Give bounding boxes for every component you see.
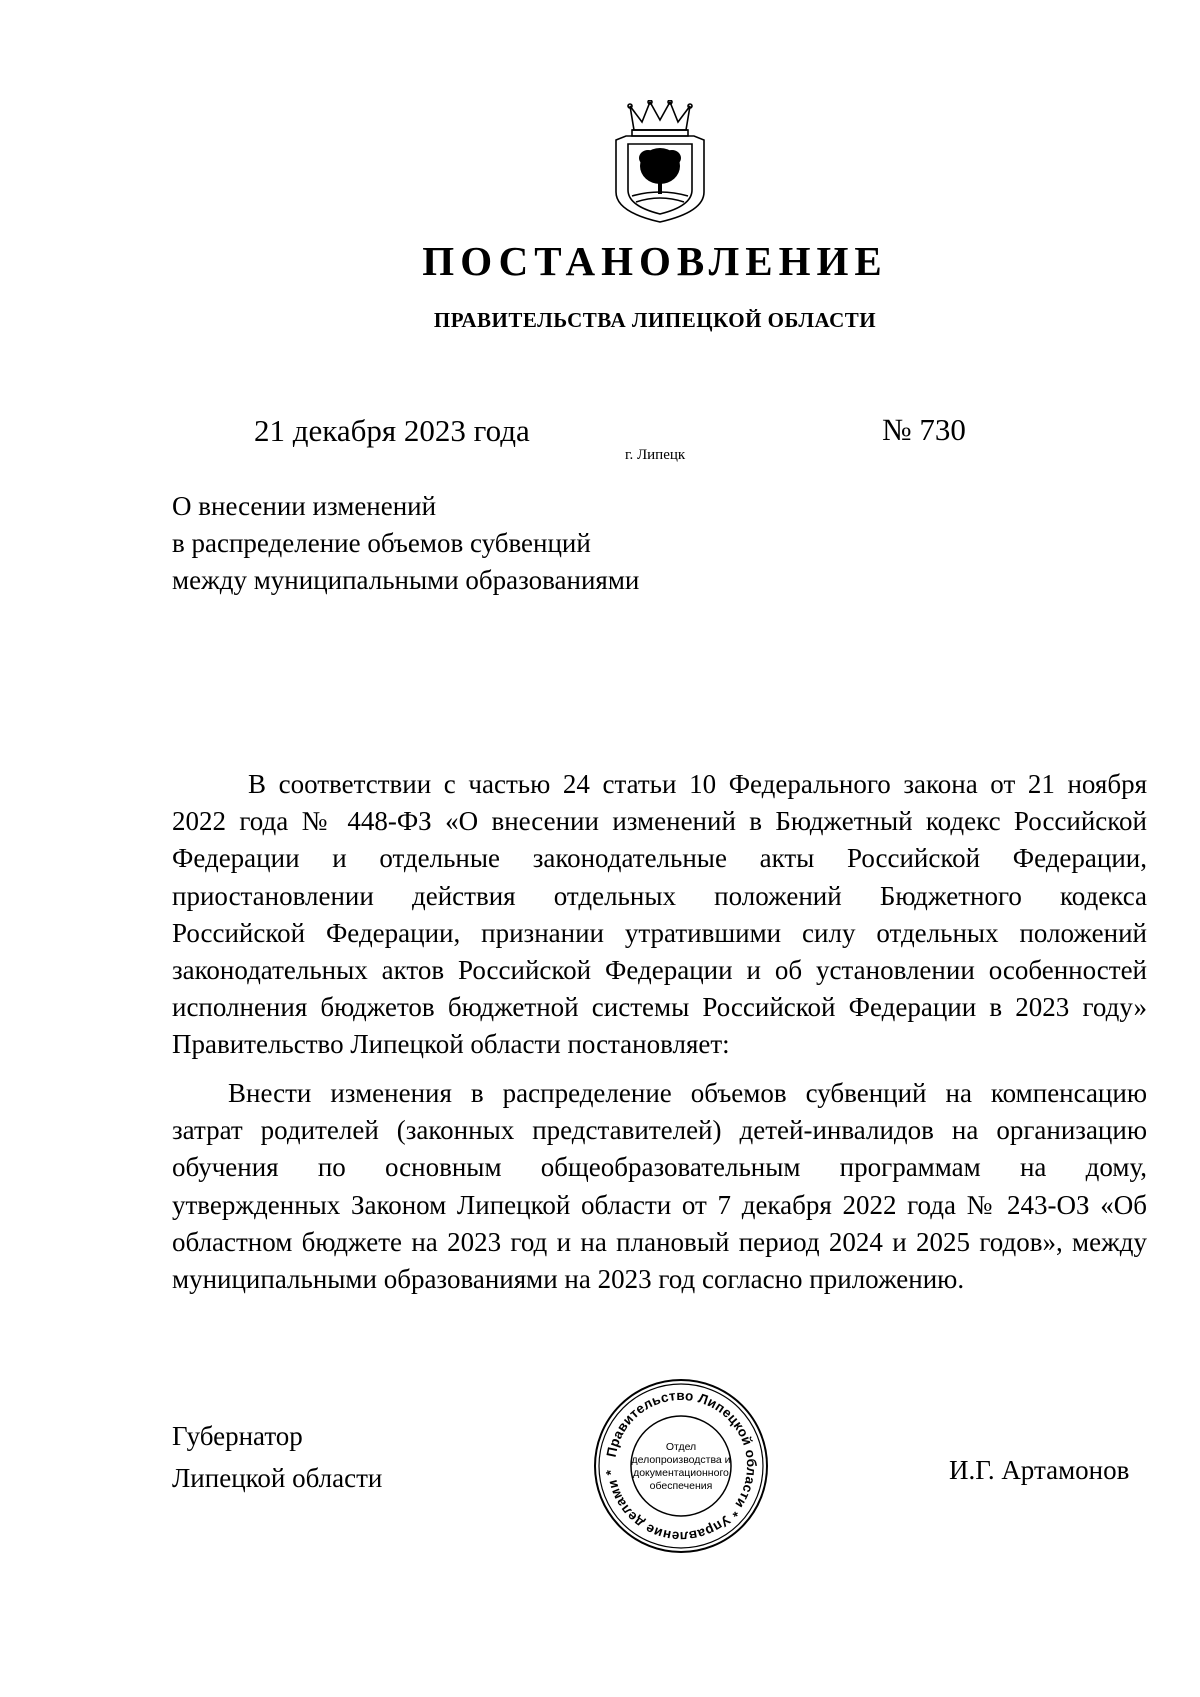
coat-of-arms-icon xyxy=(612,100,708,226)
signatory-position-line: Губернатор xyxy=(172,1421,303,1451)
paragraph-line: Российской Федерации, признании утратившими силу отдельных положений xyxy=(172,917,1147,948)
document-city: г. Липецк xyxy=(625,447,686,463)
signatory-position-line: Липецкой области xyxy=(172,1463,383,1493)
svg-text:Отдел: Отдел xyxy=(665,1441,697,1453)
document-date: 21 декабря 2023 года xyxy=(254,413,530,448)
svg-text:Правительство Липецкой области: Правительство Липецкой области * Управление делами * xyxy=(603,1387,760,1545)
paragraph-line: обучения по основным общеобразовательным программам на дому, xyxy=(172,1152,1147,1183)
official-stamp xyxy=(592,1377,770,1555)
paragraph-line: утвержденных Законом Липецкой области от 7 декабря 2022 года № 243-ОЗ «Об xyxy=(172,1189,1147,1220)
document-heading xyxy=(172,488,639,599)
paragraph-line: областном бюджете на 2023 год и на плановый период 2024 и 2025 годов», между xyxy=(172,1226,1147,1257)
heading-line: О внесении изменений xyxy=(172,491,437,521)
paragraph-line: Внести изменения в распределение объемов субвенций на компенсацию xyxy=(228,1078,1147,1108)
signatory-position xyxy=(172,1415,382,1499)
document-subtitle: ПРАВИТЕЛЬСТВА ЛИПЕЦКОЙ ОБЛАСТИ xyxy=(433,308,877,332)
paragraph-line: Федерации и отдельные законодательные акты Российской Федерации, xyxy=(172,843,1147,874)
document-number: № 730 xyxy=(882,412,966,447)
svg-text:документационного: документационного xyxy=(633,1467,729,1479)
paragraph-line: исполнения бюджетов бюджетной системы Российской Федерации в 2023 году» xyxy=(172,992,1147,1023)
svg-text:обеспечения: обеспечения xyxy=(649,1480,713,1492)
decision-paragraph xyxy=(172,1075,1147,1298)
signatory-name: И.Г. Артамонов xyxy=(949,1455,1130,1485)
paragraph-line: приостановлении действия отдельных положений Бюджетного кодекса xyxy=(172,880,1147,911)
paragraph-line: В соответствии с частью 24 статьи 10 Федерального закона от 21 ноября xyxy=(248,769,1147,799)
paragraph-line: Правительство Липецкой области постановляет: xyxy=(172,1029,730,1060)
heading-line: в распределение объемов субвенций xyxy=(172,528,591,558)
document-title: ПОСТАНОВЛЕНИЕ xyxy=(422,238,888,284)
paragraph-line: законодательных актов Российской Федерации и об установлении особенностей xyxy=(172,955,1147,986)
heading-line: между муниципальными образованиями xyxy=(172,565,640,595)
paragraph-line: 2022 года № 448-ФЗ «О внесении изменений в Бюджетный кодекс Российской xyxy=(172,806,1147,837)
paragraph-line: затрат родителей (законных представителей) детей-инвалидов на организацию xyxy=(172,1115,1147,1146)
svg-text:делопроизводства и: делопроизводства и xyxy=(631,1454,731,1466)
paragraph-line: муниципальными образованиями на 2023 год согласно приложению. xyxy=(172,1264,965,1295)
preamble-paragraph xyxy=(172,766,1147,1064)
